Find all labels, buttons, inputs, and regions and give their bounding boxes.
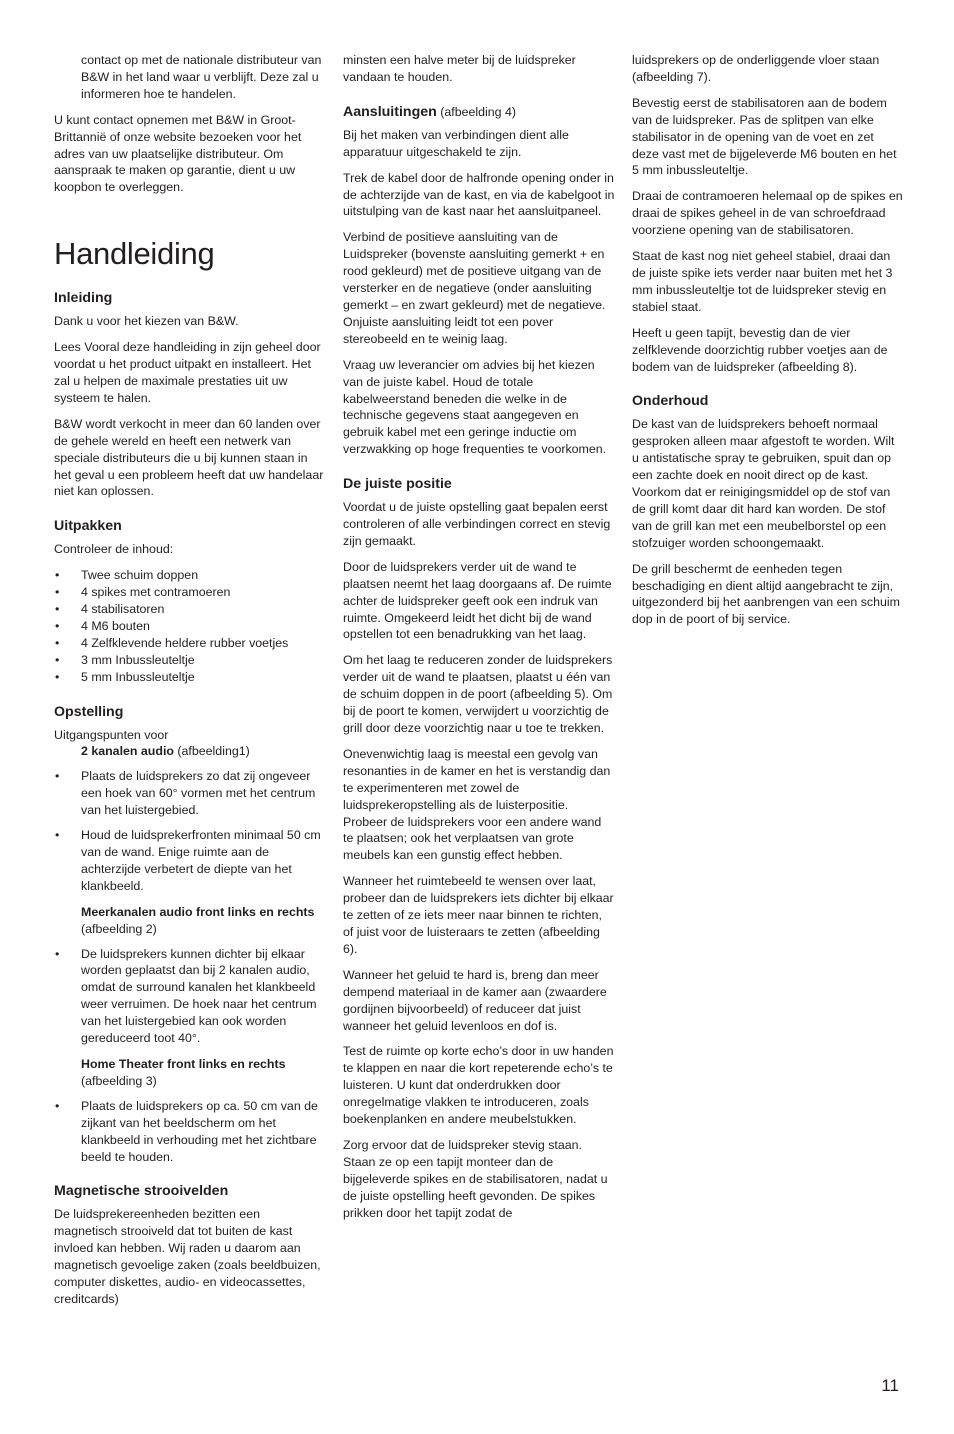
column-middle: [343, 52, 615, 1230]
paragraph: Verbind de positieve aansluiting van de Luidspreker (bovenste aansluiting gemerkt + en rood gekleurd) met de positieve uitgang van de versterker en de negatieve (onder aansluiting gemerkt – en zwart gekleurd) met de negatieve. Onjuiste aansluiting leidt tot een pover stereobeeld en te weinig laag.: [343, 230, 606, 346]
paragraph: Draai de contramoeren helemaal op de spikes en draai de spikes geheel in de van schroefdraad voorziene opening van de stabilisatoren.: [632, 189, 903, 238]
paragraph: Trek de kabel door de halfronde opening onder in de achterzijde van de kast, en via de kabelgoot in uitstulping van de kast naar het aansluitpaneel.: [343, 170, 615, 219]
paragraph: contact op met de nationale distributeur van B&W in het land waar u verblijft. Deze zal u informeren hoe te handelen.: [81, 53, 322, 101]
heading-de-juiste-positie: De juiste positie: [343, 476, 452, 493]
heading-aansluitingen: Aansluitingen (afbeelding 4): [343, 103, 517, 120]
paragraph: Heeft u geen tapijt, bevestig dan de vier zelfklevende doorzichtig rubber voetjes aan de bodem van de luidspreker (afbeelding 8).: [632, 325, 888, 374]
contents-list: [54, 567, 324, 685]
heading-opstelling: Opstelling: [54, 703, 124, 720]
bullet: •: [55, 618, 60, 633]
paragraph: De grill beschermt de eenheden tegen beschadiging en dient altijd aangebracht te zijn, uitgezonderd bij het aanbrengen van een schuim dop in de poort of bij service.: [632, 561, 900, 627]
page-title: Handleiding: [54, 236, 215, 272]
paragraph: minsten een halve meter bij de luidspreker vandaan te houden.: [343, 53, 576, 84]
list-item: • Plaats de luidsprekers op ca. 50 cm van de zijkant van het beeldscherm om het klankbeeld in verhouding met het zichtbare beeld te houden.: [55, 1098, 318, 1164]
list-item: • 4 Zelfklevende heldere rubber voetjes: [55, 635, 289, 650]
list-item: • De luidsprekers kunnen dichter bij elkaar worden geplaatst dan bij 2 kanalen audio, omdat de surround kanalen het klankbeeld weer verruimen. De hoek naar het centrum van het luistergebied kan ook worden gereduceerd toot 40°.: [55, 946, 317, 1046]
column-left: [54, 52, 324, 1317]
heading-inleiding: Inleiding: [54, 290, 113, 307]
bullet: •: [55, 946, 60, 961]
paragraph: Lees Vooral deze handleiding in zijn geheel door voordat u het product uitpakt en installeert. Het zal u helpen de maximale prestaties uit uw systeem te halen.: [54, 340, 321, 405]
paragraph: Om het laag te reduceren zonder de luidsprekers verder uit de wand te plaatsen, plaatst u één van de schuim doppen in de poort (afbeelding 5). Om bij de poort te komen, verwijdert u voorzichtig de grill door deze voorzichtig naar u toe te trekken.: [343, 653, 613, 735]
subheading: Meerkanalen audio front links en rechts (afbeelding 2): [81, 904, 315, 936]
list-item: • 4 M6 bouten: [55, 618, 150, 633]
bullet-list: [54, 768, 324, 894]
paragraph: Wanneer het geluid te hard is, breng dan meer dempend materiaal in de kamer aan (zwaardere gordijnen bijvoorbeeld) of reduceer dat juist wanneer het geluid levenloos en dof is.: [343, 967, 607, 1033]
paragraph: Zorg ervoor dat de luidspreker stevig staan. Staan ze op een tapijt monteer dan de bijgeleverde spikes en de stabilisatoren, nadat u de juiste opstelling heeft gevonden. De spikes prikken door het tapijt zodat de: [343, 1137, 608, 1220]
paragraph: Voordat u de juiste opstelling gaat bepalen eerst controleren of alle verbindingen correct en stevig zijn gemaakt.: [343, 500, 611, 548]
paragraph: Dank u voor het kiezen van B&W.: [54, 314, 239, 329]
paragraph: Test de ruimte op korte echo’s door in uw handen te klappen en naar die kort repeterende echo’s te luisteren. U kunt dat onderdrukken door onregelmatige vlakken te introduceren, zoals boekenplanken en andere meubelstukken.: [343, 1044, 614, 1127]
paragraph: Bevestig eerst de stabilisatoren aan de bodem van de luidspreker. Pas de splitpen van elke stabilisator in de opening van de voet en zet deze vast met de bijgeleverde M6 bouten en het 5 mm inbussleuteltje.: [632, 95, 897, 178]
bullet: •: [55, 652, 60, 667]
list-item: • Plaats de luidsprekers zo dat zij ongeveer een hoek van 60° vormen met het centrum van het luistergebied.: [55, 769, 316, 818]
bullet: •: [55, 635, 60, 650]
heading-uitpakken: Uitpakken: [54, 518, 122, 535]
bullet: •: [55, 769, 60, 784]
paragraph: Vraag uw leverancier om advies bij het kiezen van de juiste kabel. Houd de totale kabelweerstand beneden die welke in de technische gegevens staat aangegeven en gebruik kabel met een geringe inductie om verzwakking op hoge frequenties te voorkomen.: [343, 357, 607, 457]
column-right: [632, 52, 904, 637]
heading-magnetische-strooivelden: Magnetische strooivelden: [54, 1183, 229, 1200]
paragraph: Onevenwichtig laag is meestal een gevolg van resonanties in de kamer en het is verstandig dan te experimenteren met zowel de luidsprekeropstelling als de luisterpositie. Probeer de luidsprekers voor een andere wand te plaatsen; ook het verplaatsen van grote meubels kan een gunstig effect hebben.: [343, 746, 611, 863]
paragraph: De luidsprekereenheden bezitten een magnetisch strooiveld dat tot buiten de kast invloed kan hebben. Wij raden u daarom aan magnetisch gevoelige zaken (zoals beeldbuizen, computer diskettes, audio- en videocassettes, creditcards): [54, 1207, 321, 1306]
paragraph: Controleer de inhoud:: [54, 542, 174, 557]
bullet: •: [55, 585, 60, 600]
bullet: •: [55, 669, 60, 684]
list-item: • Houd de luidsprekerfronten minimaal 50 cm van de wand. Enige ruimte aan de achterzijde verbetert de diepte van het klankbeeld.: [55, 828, 321, 893]
paragraph: U kunt contact opnemen met B&W in Groot-Brittannië of onze website bezoeken voor het adres van uw plaatselijke distributeur. Om aanspraak te maken op garantie, dient u uw koopbon te overleggen.: [54, 112, 302, 195]
list-item: • Twee schuim doppen: [55, 568, 199, 583]
list-item: • 3 mm Inbussleuteltje: [55, 652, 195, 667]
list-item: • 4 stabilisatoren: [55, 602, 165, 617]
paragraph: B&W wordt verkocht in meer dan 60 landen over de gehele wereld en heeft een netwerk van speciale distributeurs die u bij kunnen staan in het geval u een probleem heeft dat uw handelaar niet kan oplossen.: [54, 416, 324, 499]
paragraph: Wanneer het ruimtebeeld te wensen over laat, probeer dan de luidsprekers iets dichter bij elkaar te zetten of ze iets meer naar binnen te richten, of juist voor de luisteraars te zetten (afbeelding 6).: [343, 874, 614, 956]
bullet-list: [54, 1098, 324, 1166]
bullet: •: [55, 828, 60, 843]
paragraph: Bij het maken van verbindingen dient alle apparatuur uitgeschakeld te zijn.: [343, 127, 569, 159]
list-item: • 5 mm Inbussleuteltje: [55, 669, 195, 684]
bullet: •: [55, 1098, 60, 1113]
paragraph: Uitgangspunten voor: [54, 727, 169, 742]
bullet: •: [55, 602, 60, 617]
subheading: Home Theater front links en rechts (afbeelding 3): [81, 1056, 286, 1088]
paragraph: luidsprekers op de onderliggende vloer staan (afbeelding 7).: [632, 53, 880, 84]
bullet-list: [54, 946, 324, 1047]
paragraph: Staat de kast nog niet geheel stabiel, draai dan de juiste spike iets verder naar buiten met het 3 mm inbussleuteltje tot de luidspreker stevig en stabiel staat.: [632, 249, 893, 314]
paragraph: Door de luidsprekers verder uit de wand te plaatsen neemt het laag doorgaans af. De ruimte achter de luidspreker geeft ook een indruk van ruimte. Omgekeerd leidt het dicht bij de wand opstellen tot een benadrukking van het laag.: [343, 559, 612, 642]
list-item: • 4 spikes met contramoeren: [55, 585, 231, 600]
bullet: •: [55, 568, 60, 583]
heading-onderhoud: Onderhoud: [632, 393, 709, 410]
subheading: 2 kanalen audio (afbeelding1): [81, 744, 250, 759]
page-number: 11: [881, 1376, 899, 1395]
paragraph: De kast van de luidsprekers behoeft normaal gesproken alleen maar afgestoft te worden. Wilt u antistatische spray te gebruiken, spuit dan op een zachte doek en nooit direct op de kast. Voorkom dat er reinigingsmiddel op de stof van de grill komt daar dit hard kan worden. De stof van de grill kan met een meubelborstel op een stofzuiger worden schoongemaakt.: [632, 417, 895, 550]
